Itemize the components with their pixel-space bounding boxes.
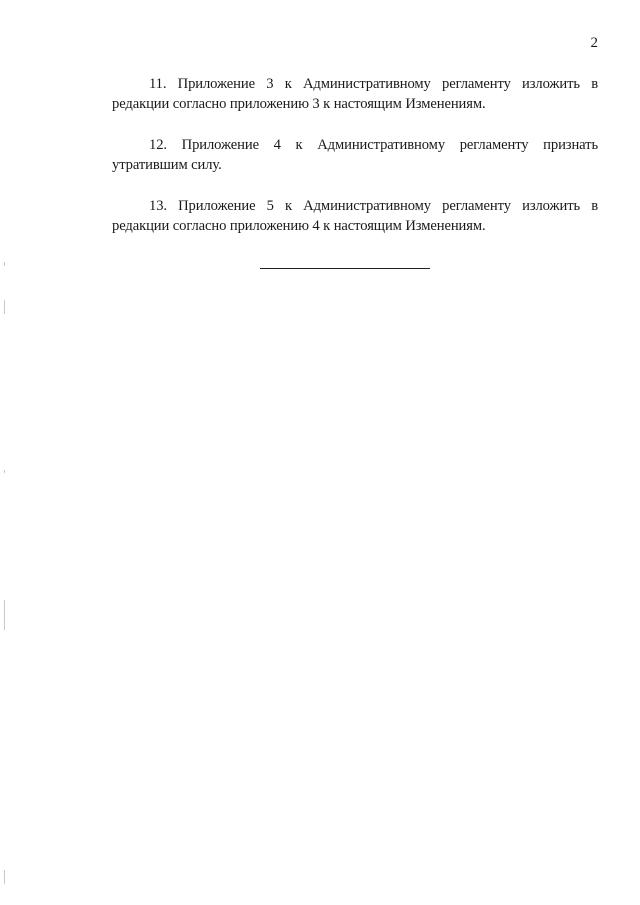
paragraph-12: 12. Приложение 4 к Административному регламенту признать утратившим силу. bbox=[112, 137, 598, 173]
paragraph-11: 11. Приложение 3 к Административному регламенту изложить в редакции согласно приложению 3 к настоящим Изменениям. bbox=[112, 76, 598, 112]
scan-artifact bbox=[4, 470, 5, 473]
scan-artifact bbox=[4, 870, 5, 884]
paragraph-13: 13. Приложение 5 к Административному регламенту изложить в редакции согласно приложению 4 к настоящим Изменениям. bbox=[112, 198, 598, 234]
page-number: 2 bbox=[590, 35, 598, 51]
scan-artifact bbox=[4, 262, 5, 266]
end-separator-line bbox=[260, 268, 430, 269]
scan-artifact bbox=[4, 300, 5, 314]
scan-artifact bbox=[4, 600, 5, 630]
document-body bbox=[112, 74, 598, 257]
